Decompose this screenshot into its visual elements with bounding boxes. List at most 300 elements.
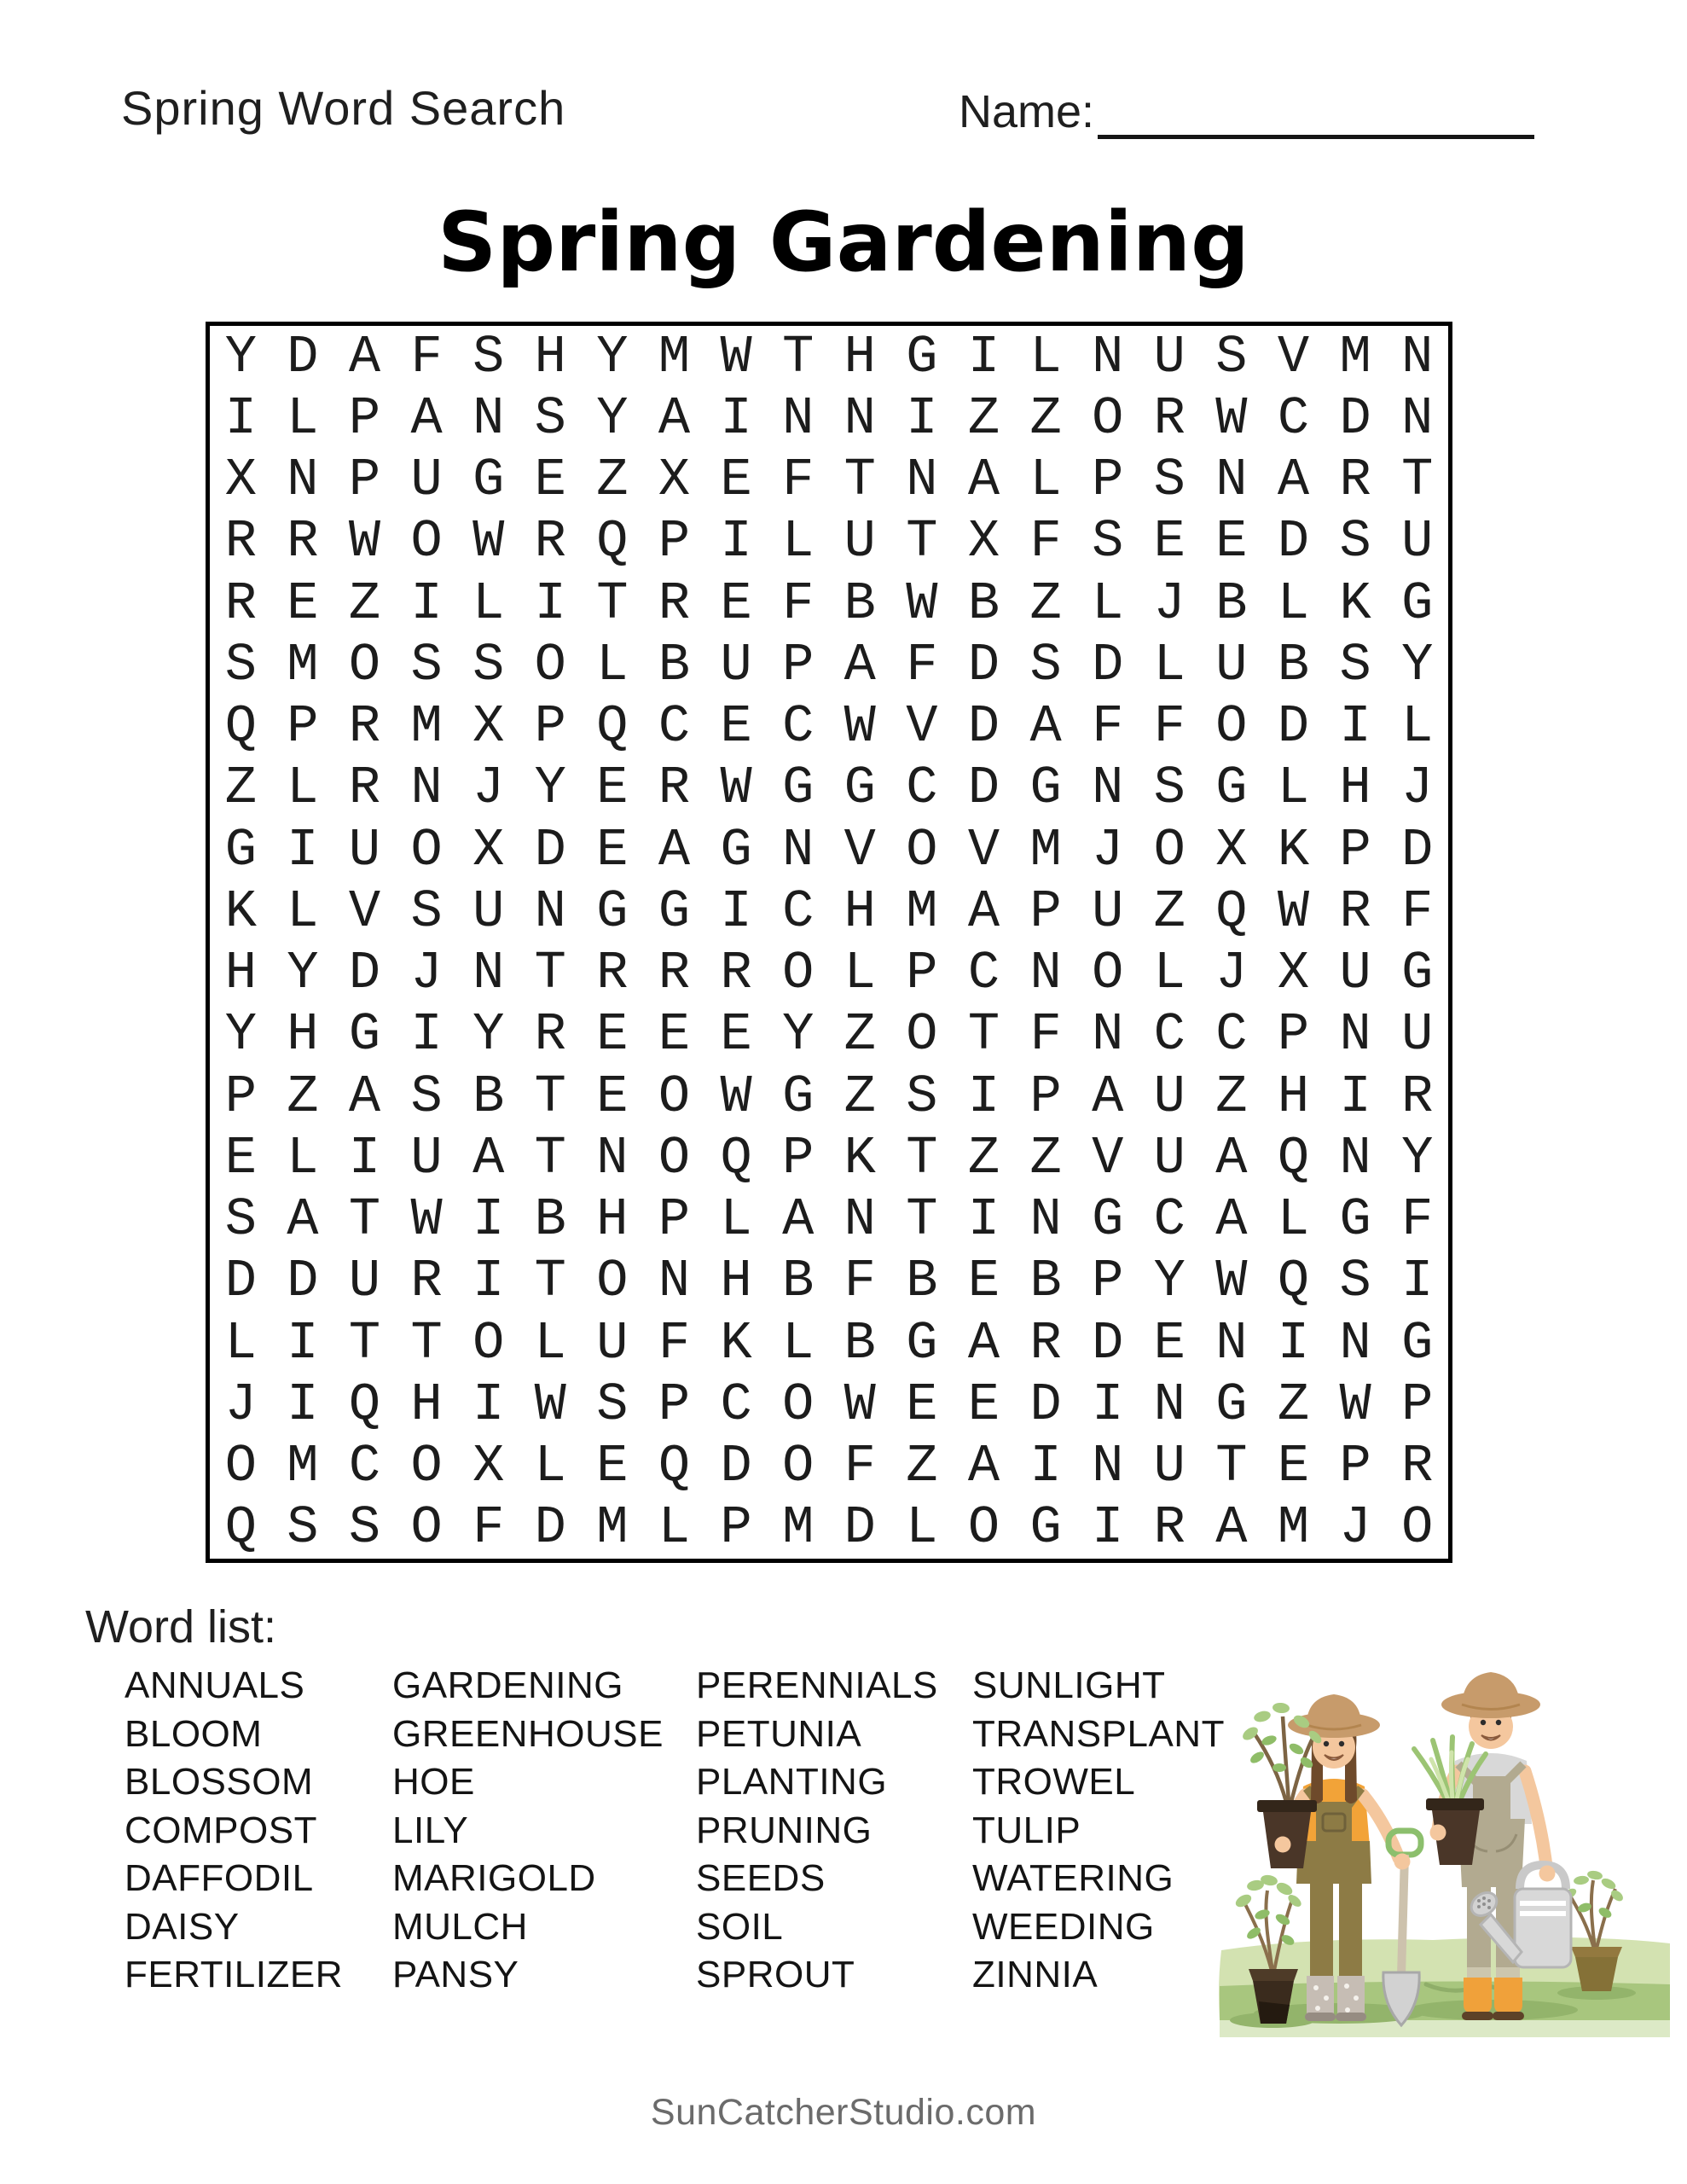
word-item: COMPOST: [125, 1809, 317, 1851]
grid-cell: Y: [287, 943, 319, 1004]
grid-cell: E: [224, 1127, 257, 1188]
grid-cell: L: [596, 634, 629, 695]
grid-cell: O: [967, 1497, 1000, 1559]
grid-cell: T: [906, 1189, 938, 1251]
grid-cell: B: [534, 1189, 566, 1251]
grid-cell: Z: [1029, 572, 1062, 634]
grid-cell: S: [1029, 634, 1062, 695]
grid-cell: O: [782, 1436, 815, 1497]
grid-cell: U: [348, 1251, 381, 1312]
grid-cell: P: [1339, 819, 1371, 880]
grid-cell: E: [720, 696, 752, 758]
word-list-column: [125, 1662, 392, 2000]
grid-cell: U: [472, 880, 505, 942]
grid-cell: V: [844, 819, 876, 880]
grid-cell: D: [224, 1251, 257, 1312]
word-item: SOIL: [696, 1905, 784, 1948]
grid-cell: E: [658, 1004, 691, 1066]
grid-cell: I: [720, 880, 752, 942]
grid-cell: R: [596, 943, 629, 1004]
grid-cell: L: [720, 1189, 752, 1251]
grid-cell: B: [844, 1312, 876, 1374]
grid-cell: P: [1092, 1251, 1124, 1312]
grid-cell: J: [1215, 943, 1248, 1004]
grid-cell: P: [658, 1189, 691, 1251]
grid-cell: R: [1339, 450, 1371, 511]
grid-cell: U: [1215, 634, 1248, 695]
grid-cell: A: [1215, 1189, 1248, 1251]
grid-cell: O: [1401, 1497, 1434, 1559]
grid-cell: E: [596, 758, 629, 819]
grid-cell: U: [410, 450, 443, 511]
grid-cell: E: [287, 572, 319, 634]
grid-cell: D: [1401, 819, 1434, 880]
grid-cell: B: [782, 1251, 815, 1312]
grid-cell: P: [658, 511, 691, 572]
grid-cell: A: [1277, 450, 1310, 511]
grid-cell: C: [967, 943, 1000, 1004]
grid-cell: O: [410, 819, 443, 880]
grid-cell: E: [596, 1436, 629, 1497]
grid-cell: L: [472, 572, 505, 634]
word-list-column: [696, 1662, 972, 2000]
grid-cell: K: [224, 880, 257, 942]
grid-cell: I: [1092, 1374, 1124, 1435]
grid-cell: R: [1339, 880, 1371, 942]
word-search-grid: [206, 322, 1452, 1563]
grid-cell: T: [596, 572, 629, 634]
grid-cell: L: [534, 1436, 566, 1497]
grid-cell: C: [348, 1436, 381, 1497]
grid-cell: M: [410, 696, 443, 758]
grid-cell: C: [782, 880, 815, 942]
grid-cell: C: [1277, 387, 1310, 449]
grid-cell: U: [596, 1312, 629, 1374]
grid-cell: H: [1277, 1066, 1310, 1127]
grid-cell: A: [410, 387, 443, 449]
word-item: PLANTING: [696, 1761, 888, 1803]
grid-cell: N: [782, 387, 815, 449]
grid-cell: C: [1215, 1004, 1248, 1066]
grid-cell: M: [596, 1497, 629, 1559]
grid-cell: S: [410, 880, 443, 942]
grid-cell: B: [658, 634, 691, 695]
grid-cell: R: [658, 943, 691, 1004]
grid-cell: I: [287, 1312, 319, 1374]
grid-cell: H: [596, 1189, 629, 1251]
grid-cell: U: [1153, 1066, 1186, 1127]
grid-cell: E: [720, 572, 752, 634]
grid-cell: I: [1277, 1312, 1310, 1374]
grid-cell: O: [782, 943, 815, 1004]
grid-cell: U: [1339, 943, 1371, 1004]
grid-cell: O: [782, 1374, 815, 1435]
grid-cell: W: [410, 1189, 443, 1251]
grid-cell: D: [1277, 696, 1310, 758]
grid-cell: F: [844, 1251, 876, 1312]
grid-cell: O: [658, 1127, 691, 1188]
grid-cell: S: [224, 1189, 257, 1251]
grid-cell: D: [967, 696, 1000, 758]
grid-cell: T: [348, 1312, 381, 1374]
grid-cell: S: [534, 387, 566, 449]
grid-cell: I: [967, 1189, 1000, 1251]
grid-cell: U: [348, 819, 381, 880]
word-list: [125, 1662, 1225, 2000]
grid-cell: D: [1092, 634, 1124, 695]
grid-cell: G: [720, 819, 752, 880]
grid-cell: P: [224, 1066, 257, 1127]
grid-cell: T: [534, 1066, 566, 1127]
grid-cell: W: [720, 758, 752, 819]
grid-cell: Q: [1277, 1251, 1310, 1312]
grid-cell: B: [1215, 572, 1248, 634]
grid-cell: S: [1153, 758, 1186, 819]
grid-cell: U: [1092, 880, 1124, 942]
grid-cell: Z: [1029, 1127, 1062, 1188]
grid-cell: L: [287, 387, 319, 449]
grid-cell: I: [1092, 1497, 1124, 1559]
grid-cell: S: [472, 634, 505, 695]
grid-cell: N: [844, 1189, 876, 1251]
grid-cell: G: [1339, 1189, 1371, 1251]
word-item: FERTILIZER: [125, 1954, 344, 1995]
grid-cell: R: [1153, 387, 1186, 449]
grid-cell: G: [1215, 758, 1248, 819]
grid-cell: G: [1401, 943, 1434, 1004]
grid-cell: I: [410, 572, 443, 634]
grid-cell: C: [1153, 1189, 1186, 1251]
grid-cell: W: [534, 1374, 566, 1435]
grid-cell: A: [967, 1312, 1000, 1374]
grid-cell: Q: [348, 1374, 381, 1435]
grid-cell: L: [844, 943, 876, 1004]
grid-cell: W: [906, 572, 938, 634]
grid-cell: J: [472, 758, 505, 819]
grid-cell: O: [1215, 696, 1248, 758]
grid-cell: O: [1092, 387, 1124, 449]
grid-cell: H: [287, 1004, 319, 1066]
grid-cell: O: [410, 511, 443, 572]
grid-cell: L: [1277, 758, 1310, 819]
grid-cell: Y: [224, 1004, 257, 1066]
grid-cell: R: [1153, 1497, 1186, 1559]
grid-cell: N: [472, 387, 505, 449]
grid-cell: N: [1401, 387, 1434, 449]
grid-cell: H: [1339, 758, 1371, 819]
grid-cell: J: [1092, 819, 1124, 880]
grid-cell: G: [472, 450, 505, 511]
grid-cell: R: [410, 1251, 443, 1312]
word-item: BLOOM: [125, 1712, 263, 1755]
grid-cell: O: [534, 634, 566, 695]
grid-cell: J: [1339, 1497, 1371, 1559]
grid-cell: R: [1401, 1436, 1434, 1497]
word-list-column: [392, 1662, 696, 2000]
grid-cell: L: [1153, 943, 1186, 1004]
grid-cell: Q: [596, 696, 629, 758]
grid-cell: J: [1153, 572, 1186, 634]
grid-cell: E: [1153, 511, 1186, 572]
grid-cell: L: [782, 1312, 815, 1374]
grid-cell: R: [287, 511, 319, 572]
grid-cell: E: [1215, 511, 1248, 572]
grid-cell: Z: [1029, 387, 1062, 449]
grid-cell: S: [1215, 326, 1248, 387]
grid-cell: P: [1029, 1066, 1062, 1127]
grid-cell: Q: [224, 696, 257, 758]
grid-cell: F: [906, 634, 938, 695]
grid-cell: Z: [596, 450, 629, 511]
grid-cell: N: [906, 450, 938, 511]
grid-cell: T: [782, 326, 815, 387]
grid-cell: F: [472, 1497, 505, 1559]
grid-cell: I: [534, 572, 566, 634]
grid-cell: B: [844, 572, 876, 634]
grid-cell: I: [967, 326, 1000, 387]
grid-cell: H: [844, 326, 876, 387]
grid-cell: H: [844, 880, 876, 942]
grid-cell: E: [967, 1251, 1000, 1312]
grid-cell: A: [844, 634, 876, 695]
grid-cell: Z: [224, 758, 257, 819]
sun-hat: [1441, 1672, 1540, 1718]
grid-cell: Q: [720, 1127, 752, 1188]
grid-cell: T: [1401, 450, 1434, 511]
grid-cell: R: [1029, 1312, 1062, 1374]
grid-cell: P: [782, 634, 815, 695]
grid-cell: D: [967, 758, 1000, 819]
word-item: PETUNIA: [696, 1712, 862, 1755]
grid-cell: G: [1029, 758, 1062, 819]
grid-cell: V: [1277, 326, 1310, 387]
grid-cell: W: [1339, 1374, 1371, 1435]
grid-cell: K: [844, 1127, 876, 1188]
grid-cell: N: [1215, 450, 1248, 511]
grid-cell: A: [1215, 1127, 1248, 1188]
grid-cell: N: [1092, 326, 1124, 387]
grid-cell: V: [906, 696, 938, 758]
grid-cell: C: [1153, 1004, 1186, 1066]
word-item: PANSY: [392, 1954, 519, 1995]
grid-cell: G: [782, 1066, 815, 1127]
grid-cell: F: [1092, 696, 1124, 758]
grid-cell: I: [1339, 1066, 1371, 1127]
grid-cell: D: [1029, 1374, 1062, 1435]
grid-cell: S: [410, 634, 443, 695]
grid-cell: F: [1153, 696, 1186, 758]
grid-cell: Y: [224, 326, 257, 387]
grid-cell: N: [1339, 1127, 1371, 1188]
grid-cell: F: [658, 1312, 691, 1374]
grid-cell: E: [596, 1004, 629, 1066]
grid-cell: M: [1339, 326, 1371, 387]
grid-cell: O: [410, 1497, 443, 1559]
word-item: WATERING: [972, 1857, 1174, 1899]
grid-cell: S: [1339, 634, 1371, 695]
grid-cell: D: [844, 1497, 876, 1559]
grid-cell: S: [906, 1066, 938, 1127]
grid-cell: D: [967, 634, 1000, 695]
grid-cell: Z: [844, 1066, 876, 1127]
sun-hat: [1288, 1694, 1380, 1738]
grid-cell: L: [287, 758, 319, 819]
grid-cell: O: [596, 1251, 629, 1312]
grid-cell: Z: [967, 387, 1000, 449]
word-item: SEEDS: [696, 1857, 826, 1899]
grid-cell: L: [658, 1497, 691, 1559]
grid-cell: F: [410, 326, 443, 387]
grid-cell: N: [658, 1251, 691, 1312]
grid-cell: N: [844, 387, 876, 449]
grid-cell: Q: [1215, 880, 1248, 942]
name-label: Name:: [959, 86, 1095, 137]
grid-cell: T: [348, 1189, 381, 1251]
grid-cell: A: [1215, 1497, 1248, 1559]
grid-cell: R: [658, 572, 691, 634]
grid-cell: I: [348, 1127, 381, 1188]
grid-cell: M: [782, 1497, 815, 1559]
grid-cell: L: [1092, 572, 1124, 634]
grid-cell: W: [472, 511, 505, 572]
grid-cell: Y: [1153, 1251, 1186, 1312]
grid-cell: G: [1092, 1189, 1124, 1251]
grid-cell: A: [1092, 1066, 1124, 1127]
grid-cell: Y: [782, 1004, 815, 1066]
grid-cell: F: [1029, 1004, 1062, 1066]
grid-cell: I: [410, 1004, 443, 1066]
grid-cell: C: [658, 696, 691, 758]
grid-cell: I: [287, 819, 319, 880]
grid-cell: L: [1277, 1189, 1310, 1251]
grid-cell: X: [472, 696, 505, 758]
grid-cell: Y: [1401, 634, 1434, 695]
word-list-label: Word list:: [85, 1601, 277, 1653]
grid-cell: I: [1401, 1251, 1434, 1312]
grid-cell: E: [906, 1374, 938, 1435]
grid-cell: V: [348, 880, 381, 942]
grid-cell: P: [906, 943, 938, 1004]
grid-cell: A: [967, 450, 1000, 511]
grid-cell: L: [287, 1127, 319, 1188]
grid-cell: E: [720, 450, 752, 511]
grid-cell: W: [844, 1374, 876, 1435]
grid-cell: F: [782, 572, 815, 634]
name-field: [959, 84, 1534, 139]
grid-cell: W: [1215, 1251, 1248, 1312]
word-item: GARDENING: [392, 1664, 623, 1706]
grid-cell: A: [658, 387, 691, 449]
grid-cell: D: [287, 1251, 319, 1312]
grid-cell: R: [658, 758, 691, 819]
grid-cell: I: [472, 1189, 505, 1251]
grid-cell: N: [1092, 758, 1124, 819]
grid-cell: R: [534, 1004, 566, 1066]
grid-cell: X: [472, 1436, 505, 1497]
grid-cell: C: [906, 758, 938, 819]
grid-cell: B: [906, 1251, 938, 1312]
grid-cell: Z: [1153, 880, 1186, 942]
grid-cell: R: [224, 511, 257, 572]
word-item: BLOSSOM: [125, 1761, 314, 1803]
word-item: MULCH: [392, 1905, 528, 1948]
grid-cell: O: [224, 1436, 257, 1497]
grid-cell: A: [967, 880, 1000, 942]
grid-cell: M: [287, 634, 319, 695]
grid-cell: H: [534, 326, 566, 387]
grid-cell: W: [1215, 387, 1248, 449]
grid-cell: X: [1277, 943, 1310, 1004]
grid-cell: Z: [844, 1004, 876, 1066]
grid-cell: Q: [596, 511, 629, 572]
grid-cell: S: [472, 326, 505, 387]
grid-cell: L: [1153, 634, 1186, 695]
grid-cell: G: [1401, 572, 1434, 634]
grid-cell: N: [1092, 1004, 1124, 1066]
grid-cell: F: [1401, 880, 1434, 942]
grid-cell: P: [720, 1497, 752, 1559]
grid-cell: U: [1153, 1436, 1186, 1497]
grid-cell: G: [348, 1004, 381, 1066]
grid-cell: M: [658, 326, 691, 387]
grid-cell: A: [348, 1066, 381, 1127]
grid-cell: L: [906, 1497, 938, 1559]
shovel: [1383, 1831, 1421, 2025]
grid-cell: I: [906, 387, 938, 449]
grid-cell: I: [224, 387, 257, 449]
word-item: LILY: [392, 1809, 469, 1851]
grid-cell: S: [287, 1497, 319, 1559]
grid-cell: G: [224, 819, 257, 880]
grid-cell: G: [906, 326, 938, 387]
gardeners-illustration: [1177, 1619, 1680, 2037]
grid-cell: W: [1277, 880, 1310, 942]
grid-cell: R: [534, 511, 566, 572]
grid-cell: T: [844, 450, 876, 511]
grid-cell: S: [410, 1066, 443, 1127]
grid-cell: A: [782, 1189, 815, 1251]
grid-cell: Z: [1277, 1374, 1310, 1435]
grid-cell: N: [534, 880, 566, 942]
grid-cell: T: [534, 1251, 566, 1312]
grid-cell: Z: [348, 572, 381, 634]
grid-cell: G: [844, 758, 876, 819]
grid-cell: N: [1215, 1312, 1248, 1374]
grid-cell: Y: [596, 326, 629, 387]
grid-cell: N: [1401, 326, 1434, 387]
grid-cell: L: [224, 1312, 257, 1374]
grid-cell: P: [1339, 1436, 1371, 1497]
grid-cell: T: [906, 511, 938, 572]
grid-cell: G: [782, 758, 815, 819]
grid-cell: B: [472, 1066, 505, 1127]
grid-cell: S: [1339, 1251, 1371, 1312]
grid-cell: M: [1277, 1497, 1310, 1559]
grid-cell: L: [1029, 450, 1062, 511]
grid-cell: R: [348, 696, 381, 758]
grid-cell: U: [1153, 1127, 1186, 1188]
grid-cell: Z: [1215, 1066, 1248, 1127]
grid-cell: W: [720, 326, 752, 387]
grid-cell: N: [1339, 1004, 1371, 1066]
grid-cell: X: [472, 819, 505, 880]
grid-cell: F: [1029, 511, 1062, 572]
grid-cell: P: [1401, 1374, 1434, 1435]
grid-cell: H: [224, 943, 257, 1004]
word-item: TROWEL: [972, 1761, 1136, 1803]
grid-cell: I: [1339, 696, 1371, 758]
grid-cell: N: [1029, 943, 1062, 1004]
